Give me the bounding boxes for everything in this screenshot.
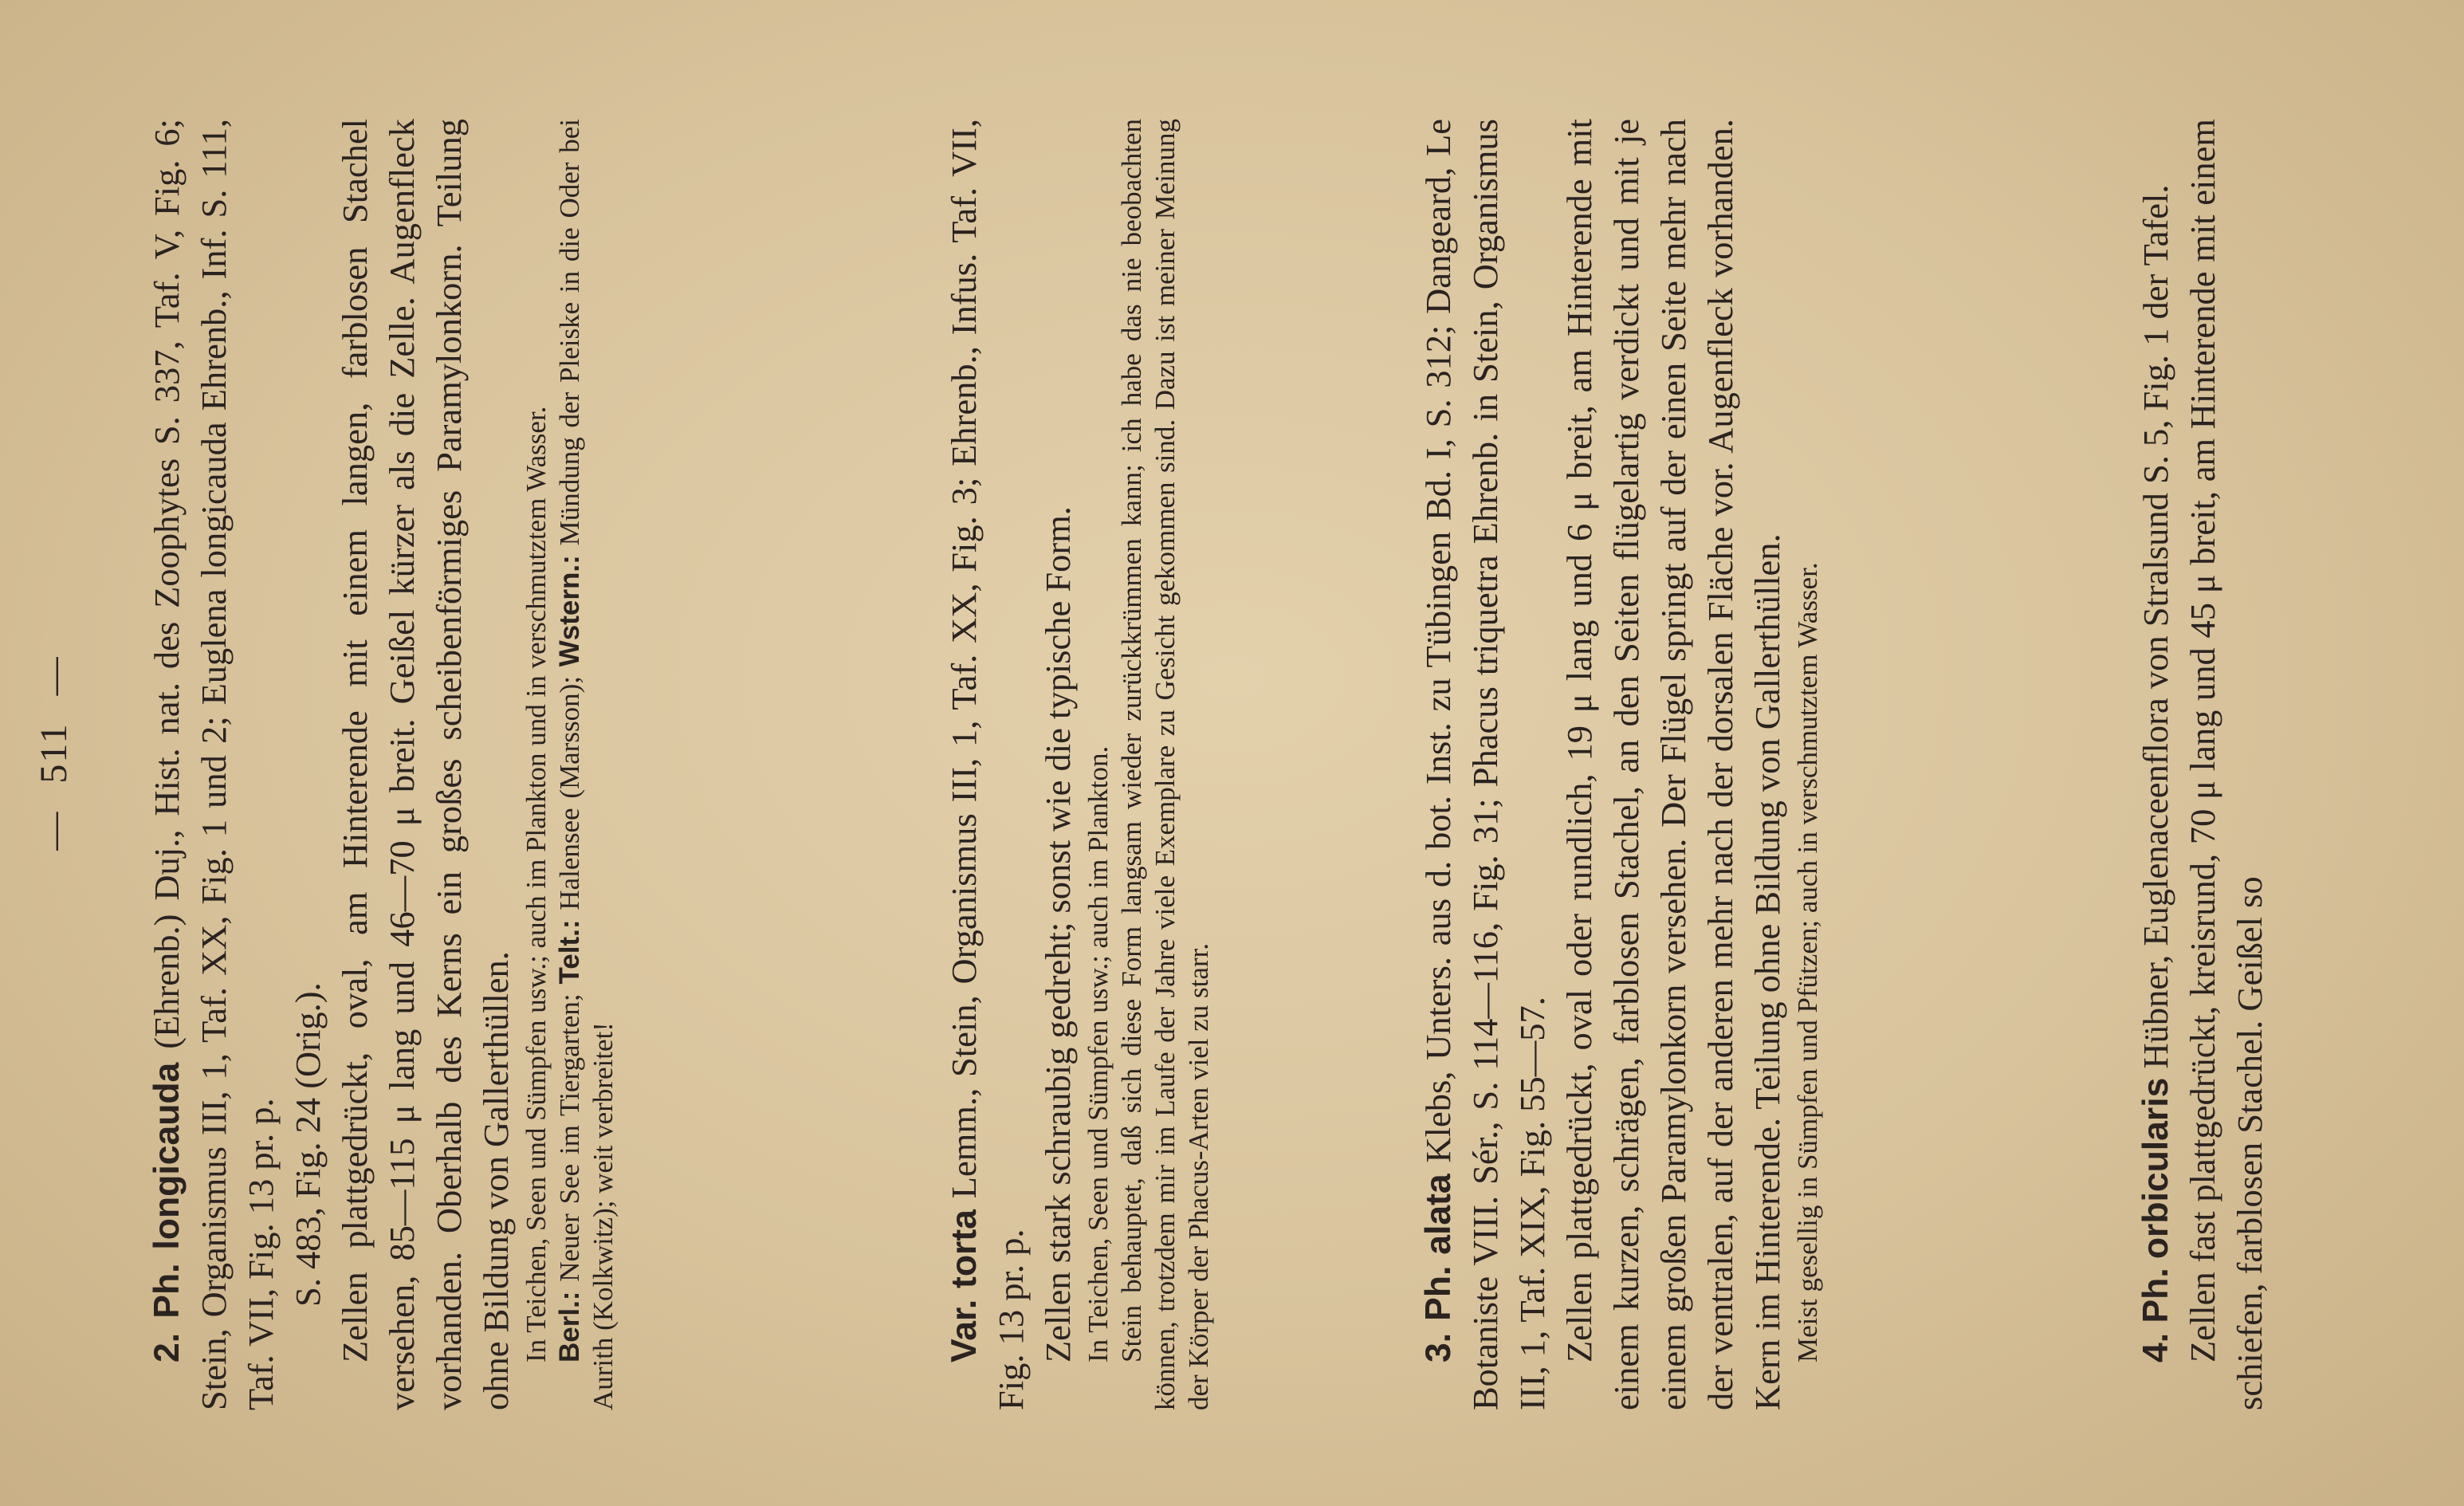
- variety-note: Stein behauptet, daß sich diese Form langsam wieder zurückkrümmen kann; ich habe das nie beobachten können, trotzdem mir im Laufe der Jahre viele Exemplare zu Gesicht gekommen sind. Dazu ist meiner Meinung der Körper der Phacus-Arten viel zu starr.: [1116, 119, 1214, 1410]
- locality-text-berl: Neuer See im Tiergarten;: [554, 993, 585, 1282]
- locality-label-berl: Berl.:: [554, 1291, 585, 1362]
- species-name: orbicularis: [2136, 1077, 2175, 1260]
- variety-entry-torta: [941, 119, 1216, 1410]
- locality-label-wstern: Wstern.:: [554, 555, 585, 667]
- locality-note: [553, 119, 620, 1410]
- species-number: 2. Ph.: [147, 1263, 187, 1362]
- habitat-note: In Teichen, Seen und Sümpfen usw.; auch im Plankton und in verschmutztem Wasser.: [521, 406, 552, 1362]
- species-description: Zellen plattgedrückt, oval oder rundlich, 19 μ lang und 6 μ breit, am Hinterende mit einem kurzen, schrägen, farblosen Stachel, an den Seiten flügelartig verdickt und mit je einem großen Paramylonkorn versehen. Der Flügel springt auf der einen Seite mehr nach der ventralen, auf der anderen mehr nach der dorsalen Fläche vor. Augenfleck vorhanden. Kern im Hinterende. Teilung ohne Bildung von Gallerthüllen.: [1559, 119, 1787, 1410]
- habitat-note: Meist gesellig in Sümpfen und Pfützen; auch in verschmutztem Wasser.: [1792, 562, 1823, 1362]
- variety-heading: [941, 119, 1035, 1410]
- species-references: Klebs, Unters. aus d. bot. Inst. zu Tübingen Bd. I, S. 312; Dangeard, Le Botaniste VIII. Sér., S. 114—116, Fig. 31; Phacus triquetra Ehrenb. in Stein, Organismus III, 1, Taf. XIX, Fig. 55—57.: [1418, 118, 1552, 1410]
- species-name: alata: [1419, 1174, 1458, 1255]
- variety-label: Var.: [945, 1299, 984, 1362]
- variety-description: Zellen stark schraubig gedreht; sonst wie die typische Form.: [1038, 506, 1078, 1362]
- species-heading: [143, 119, 285, 1410]
- page-number: — 511 —: [33, 655, 75, 851]
- locality-text-telt: Halensee (Marsson);: [554, 676, 585, 910]
- variety-habitat: In Teichen, Seen und Sümpfen usw.; auch im Plankton.: [1083, 745, 1114, 1362]
- species-number: 4. Ph.: [2136, 1268, 2175, 1362]
- species-heading: [1415, 119, 1556, 1410]
- variety-name: torta: [945, 1209, 984, 1288]
- locality-text-wstern: Mündung der Pleiske in die Oder bei Aurith (Kolkwitz); weit verbreitet!: [554, 118, 619, 1410]
- species-number: 3. Ph.: [1419, 1265, 1458, 1362]
- species-heading: [2132, 119, 2179, 1410]
- species-name: longicauda: [147, 1062, 187, 1250]
- variety-references: Lemm., Stein, Organismus III, 1, Taf. XX, Fig. 3; Ehrenb., Infus. Taf. VII, Fig. 13 pr. p.: [944, 119, 1031, 1410]
- species-references: Hübner, Euglenaceenflora von Stralsund S. 5, Fig. 1 der Tafel.: [2136, 184, 2175, 1069]
- species-references: (Ehrenb.) Duj., Hist. nat. des Zoophytes S. 337, Taf. V, Fig. 6; Stein, Organismus III, 1, Taf. XX, Fig. 1 und 2; Euglena longicauda Ehrenb., Inf. S. 111, Taf. VII, Fig. 13 pr. p.: [147, 118, 281, 1410]
- species-entry-longicauda: [143, 119, 620, 1410]
- species-description: Zellen plattgedrückt, oval, am Hinterende mit einem langen, farblosen Stachel versehen, 85—115 μ lang und 46—70 μ breit. Geißel kürzer als die Zelle. Augenfleck vorhanden. Oberhalb des Kerns ein großes scheibenförmiges Paramylonkorn. Teilung ohne Bildung von Gallerthüllen.: [335, 119, 516, 1410]
- locality-label-telt: Telt.:: [554, 919, 585, 985]
- species-entry-alata: [1415, 119, 1825, 1410]
- species-description: Zellen fast plattgedrückt, kreisrund, 70 μ lang und 45 μ breit, am Hinterende mit einem schiefen, farblosen Stachel. Geißel so: [2183, 119, 2269, 1410]
- figure-reference: S. 483, Fig. 24 (Orig.).: [288, 982, 328, 1307]
- species-entry-orbicularis: [2132, 119, 2273, 1410]
